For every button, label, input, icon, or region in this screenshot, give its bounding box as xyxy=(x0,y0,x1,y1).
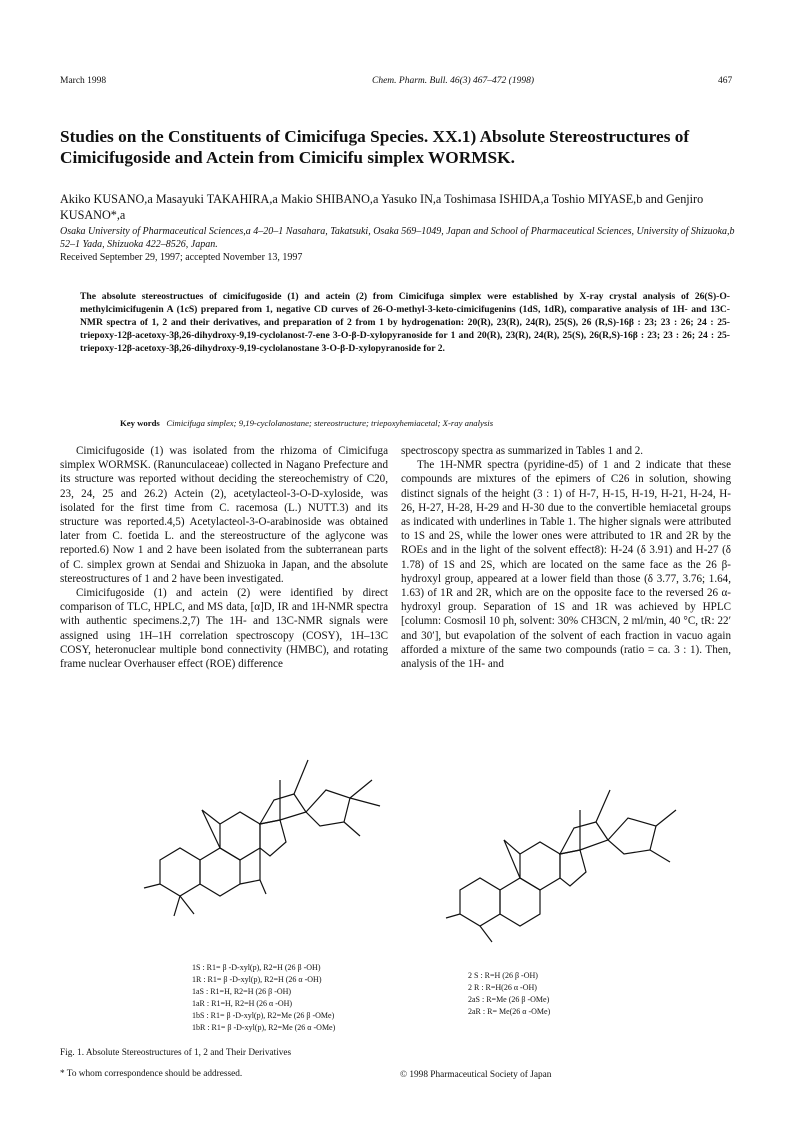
copyright: © 1998 Pharmaceutical Society of Japan xyxy=(400,1070,552,1080)
derivative-label: 1S : R1= β -D-xyl(p), R2=H (26 β -OH) xyxy=(192,963,321,972)
paper-title: Studies on the Constituents of Cimicifuga Species. XX.1) Absolute Stereostructures of Cimicifugoside and Actein from Cimicifu simplex WORMSK. xyxy=(60,127,690,167)
derivative-label: 1R : R1= β -D-xyl(p), R2=H (26 α -OH) xyxy=(192,975,322,984)
paragraph: spectroscopy spectra as summarized in Tables 1 and 2. xyxy=(401,445,644,457)
derivative-label: 2 S : R=H (26 β -OH) xyxy=(468,971,538,980)
keywords-label: Key words xyxy=(120,418,160,428)
structure-2-diagram xyxy=(420,740,720,950)
structure-1-derivatives xyxy=(192,962,335,1034)
derivative-label: 2aR : R= Me(26 α -OMe) xyxy=(468,1007,551,1016)
body-column-right xyxy=(401,444,731,671)
body-column-left xyxy=(60,444,388,671)
paragraph: Cimicifugoside (1) was isolated from the rhizoma of Cimicifuga simplex WORMSK. (Ranunculaceae) collected in Nagano Prefecture and its structure was reported without deciding the stereochemistry of C20, 23, 24, 25 and 26.2) Actein (2), acetylacteol-3-O-D-xyloside, was isolated for the first time from C. racemosa (L.) NUTT.3) and its structure was reported.4,5) Acetylacteol-3-O-arabinoside was obtained later from C. foetida L. and the stereostructure of the aglycone was reported.6) Now 1 and 2 have been isolated from the subterranean parts of C. simplex grown at Sendai and Shizuoka in Japan, and the absolute stereostructures of 1 and 2 have been investigated. xyxy=(60,445,388,585)
header-date: March 1998 xyxy=(60,76,107,86)
affiliation: Osaka University of Pharmaceutical Sciences,a 4–20–1 Nasahara, Takatsuki, Osaka 569–1049, Japan and School of Pharmaceutical Sciences, University of Shizuoka,b 52–1 Yada, Shizuoka 422–8526, Japan. xyxy=(60,226,735,251)
structure-1-diagram xyxy=(130,740,430,950)
derivative-label: 1aS : R1=H, R2=H (26 β -OH) xyxy=(192,987,292,996)
received-dates: Received September 29, 1997; accepted November 13, 1997 xyxy=(60,252,303,263)
structure-2-derivatives xyxy=(468,970,550,1018)
paragraph: The 1H-NMR spectra (pyridine-d5) of 1 and 2 indicate that these compounds are mixtures of the epimers of C26 in solution, showing distinct signals of the height (3 : 1) of H-7, H-15, H-19, H-21, H-24, H-26, H-27, H-28, H-29 and H-30 due to the convertible hemiacetal groups as indicated with underlines in Table 1. The higher signals were attributed to 1S and 2S, while the lower ones were attributed to 1R and 2R by the ROEs and in the light of the solvent effect8): H-24 (δ 3.91) and H-27 (δ 1.78) of 1S and 2S, which are located on the same face as the 26 β-hydroxyl group, appeared at a lower field than those (δ 3.77, 3.76; 1.64, 1.63) of 1R and 2R, which are on the opposite face to the reversed 26 α-hydroxyl group. Separation of 1S and 1R was achieved by HPLC [column: Cosmosil 10 ph, solvent: 30% CH3CN, 2 ml/min, 40 °C, tR: 22′ and 30′], but evapolation of the solvent of each fraction in vacuo again afforded a mixture of the same two compounds (ratio = ca. 3 : 1). Then, analysis of the 1H- and xyxy=(401,459,731,671)
derivative-label: 2 R : R=H(26 α -OH) xyxy=(468,983,537,992)
author-list: Akiko KUSANO,a Masayuki TAKAHIRA,a Makio SHIBANO,a Yasuko IN,a Toshimasa ISHIDA,a Toshio MIYASE,b and Genjiro KUSANO*,a xyxy=(60,192,704,222)
figure-caption: Fig. 1. Absolute Stereostructures of 1, 2 and Their Derivatives xyxy=(60,1048,292,1058)
footnote: * To whom correspondence should be addressed. xyxy=(60,1069,243,1079)
derivative-label: 2aS : R=Me (26 β -OMe) xyxy=(468,995,550,1004)
abstract: The absolute stereostructues of cimicifugoside (1) and actein (2) from Cimicifuga simplex were established by X-ray crystal analysis of 26(S)-O-methylcimicifugenin A (1cS) prepared from 1, negative CD curves of 26-O-methyl-3-keto-cimicifugenins (1dS, 1dR), comparative analysis of 1H- and 13C-NMR spectra of 1, 2 and their derivatives, and preparation of 2 from 1 by hydrogenation: 20(R), 23(R), 24(R), 25(S), 26 (R,S)-16β : 23; 23 : 26; 24 : 25-triepoxy-12β-acetoxy-3β,26-dihydroxy-9,19-cyclolanost-7-ene 3-O-β-D-xylopyranoside for 1 and 20(R), 23(R), 24(R), 25(S), 26(R,S)-16β : 23; 23 : 26; 24 : 25-triepoxy-12β-acetoxy-3β,26-dihydroxy-9,19-cyclolanostane 3-O-β-D-xylopyranoside for 2. xyxy=(80,291,730,355)
header-journal: Chem. Pharm. Bull. 46(3) 467–472 (1998) xyxy=(372,76,535,86)
keywords xyxy=(120,418,493,428)
derivative-label: 1bR : R1= β -D-xyl(p), R2=Me (26 α -OMe) xyxy=(192,1023,336,1032)
paragraph: Cimicifugoside (1) and actein (2) were identified by direct comparison of TLC, HPLC, and MS data, [α]D, IR and 1H-NMR spectra with authentic specimens.2,7) The 1H- and 13C-NMR signals were assigned using 1H–1H correlation spectroscopy (COSY), 1H–13C COSY, heteronuclear multiple bond connectivity (HMBC), and rotating frame nuclear Overhauser effect (ROE) difference xyxy=(60,587,388,671)
derivative-label: 1bS : R1= β -D-xyl(p), R2=Me (26 β -OMe) xyxy=(192,1011,335,1020)
keywords-text: Cimicifuga simplex; 9,19-cyclolanostane; stereostructure; triepoxyhemiacetal; X-ray analysis xyxy=(166,418,494,428)
derivative-label: 1aR : R1=H, R2=H (26 α -OH) xyxy=(192,999,293,1008)
header-page: 467 xyxy=(718,76,733,86)
